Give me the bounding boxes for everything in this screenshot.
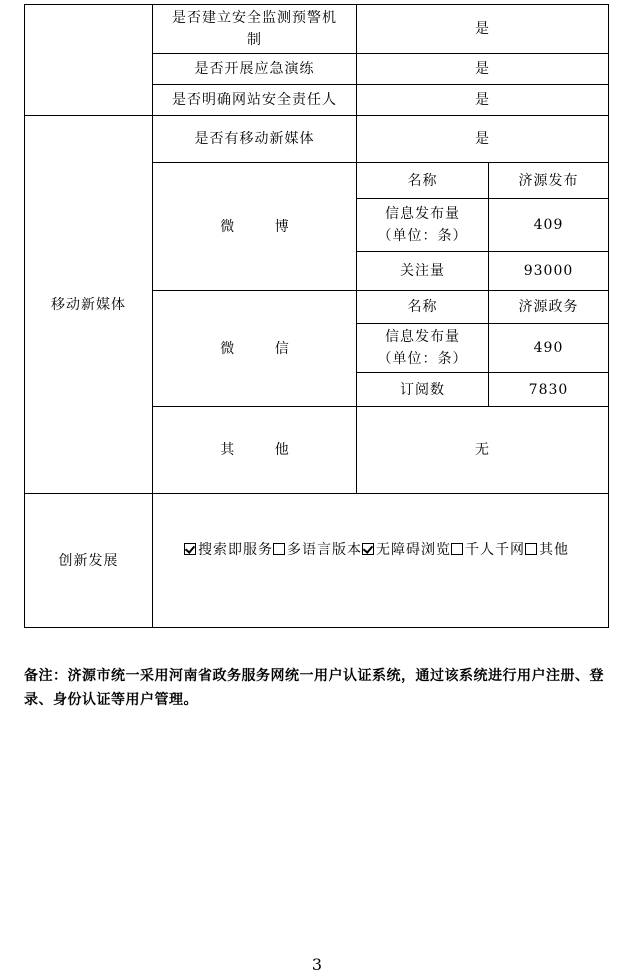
- weibo-followers-value: 93000: [523, 263, 574, 279]
- other-media-value: 无: [475, 442, 490, 458]
- drill-value: 是: [475, 61, 490, 77]
- other-media-label: 其 他: [220, 442, 307, 458]
- weibo-posts-value: 409: [533, 217, 564, 233]
- wechat-name-value: 济源政务: [518, 299, 579, 315]
- unchecked-checkbox-icon[interactable]: [525, 543, 537, 555]
- unchecked-checkbox-icon[interactable]: [273, 543, 285, 555]
- wechat-name-label: 名称: [407, 299, 438, 315]
- weibo-name-label: 名称: [407, 172, 438, 189]
- page-number: 3: [311, 955, 323, 974]
- checked-checkbox-icon[interactable]: [184, 543, 196, 555]
- drill-label: 是否开展应急演练: [194, 61, 315, 77]
- has-media-label: 是否有移动新媒体: [194, 131, 315, 147]
- option-label: 其他: [539, 542, 569, 558]
- wechat-subscribers-value: 7830: [528, 381, 569, 398]
- option-search-as-service[interactable]: [184, 539, 273, 559]
- responsible-value: 是: [475, 92, 490, 108]
- wechat-posts-value: 490: [533, 340, 564, 356]
- wechat-posts-label-line1: 信息发布量: [385, 329, 460, 345]
- option-label: 多语言版本: [287, 542, 362, 558]
- wechat-posts-label-line2: （单位：条）: [377, 351, 468, 367]
- wechat-label: 微 信: [220, 340, 307, 357]
- option-label: 搜索即服务: [198, 542, 273, 558]
- weibo-posts-label-line1: 信息发布量: [385, 206, 460, 222]
- wechat-subscribers-label: 订阅数: [400, 381, 445, 398]
- wechat-posts-label: [357, 324, 488, 372]
- checked-checkbox-icon[interactable]: [362, 543, 374, 555]
- option-label: 千人千网: [465, 542, 525, 558]
- table-border-right: [608, 4, 609, 628]
- option-other[interactable]: [525, 539, 569, 559]
- remark-note: 备注：济源市统一采用河南省政务服务网统一用户认证系统，通过该系统进行用户注册、登录、身份认证等用户管理。: [24, 668, 604, 708]
- weibo-name-value: 济源发布: [518, 172, 579, 189]
- unchecked-checkbox-icon[interactable]: [451, 543, 463, 555]
- media-section-label: 移动新媒体: [51, 296, 126, 313]
- weibo-label: 微 博: [220, 218, 307, 235]
- option-personalized[interactable]: [451, 539, 525, 559]
- table-border-bottom: [24, 627, 609, 628]
- innovation-section-label: 创新发展: [58, 552, 119, 569]
- innovation-options: [184, 539, 569, 559]
- weibo-posts-label: [357, 199, 488, 251]
- weibo-posts-label-line2: （单位：条）: [377, 228, 468, 244]
- has-media-value: 是: [475, 131, 490, 147]
- responsible-label: 是否明确网站安全责任人: [172, 92, 337, 108]
- option-multilingual[interactable]: [273, 539, 362, 559]
- weibo-followers-label: 关注量: [400, 263, 445, 279]
- option-label: 无障碍浏览: [376, 542, 451, 558]
- option-accessibility[interactable]: [362, 539, 451, 559]
- monitoring-value: 是: [475, 21, 490, 37]
- monitoring-label: 是否建立安全监测预警机制: [172, 10, 337, 48]
